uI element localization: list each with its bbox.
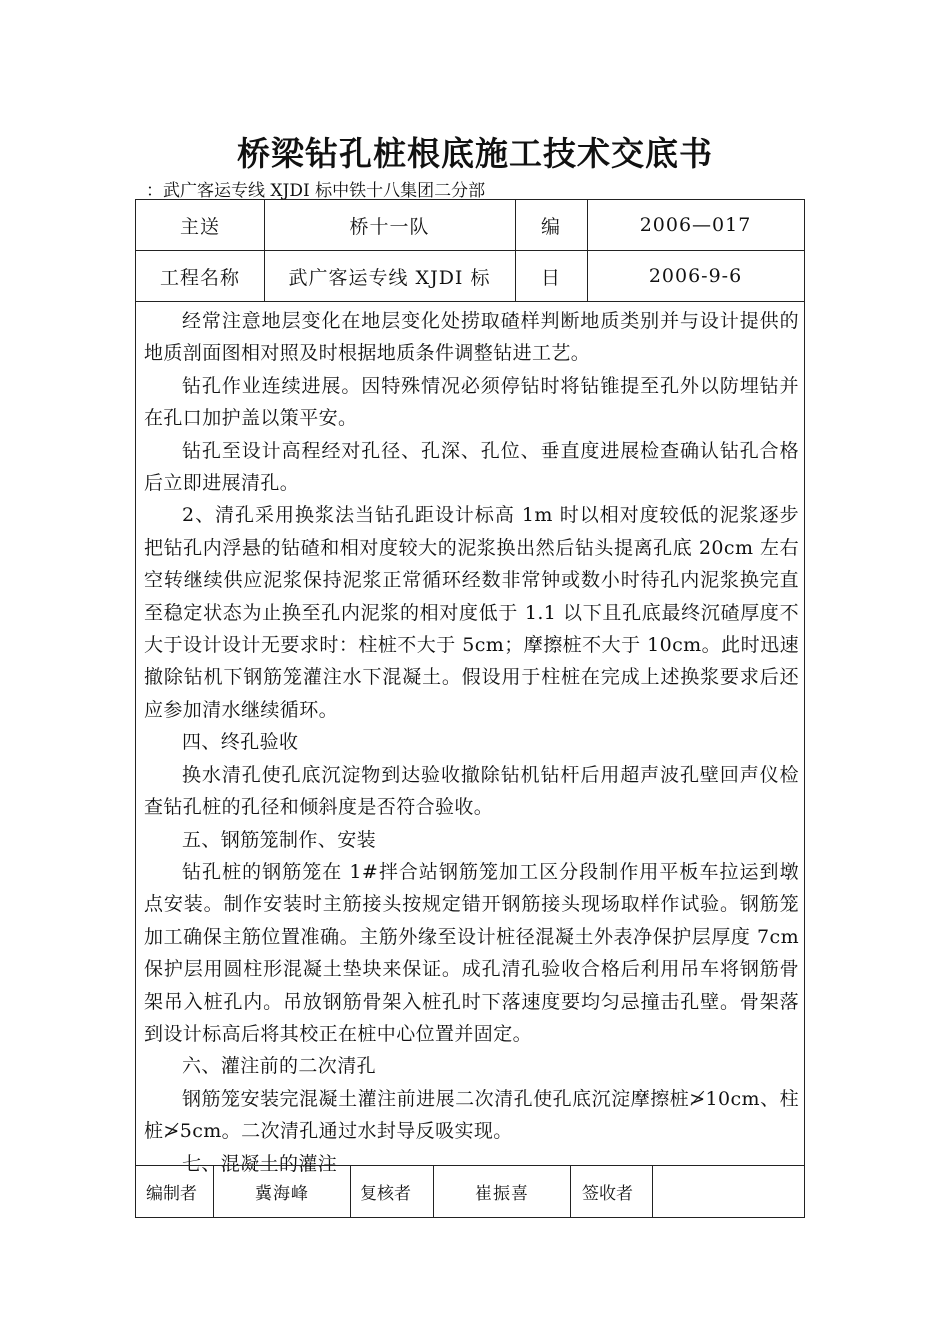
body-paragraph: 钻孔至设计高程经对孔径、孔深、孔位、垂直度进展检查确认钻孔合格后立即进展清孔。	[144, 439, 799, 495]
header-cell-recipient-label: 主送	[179, 215, 220, 238]
footer-receiver-label: 签收者	[582, 1184, 633, 1204]
header-cell-date-value: 2006-9-6	[648, 265, 743, 287]
footer-reviewer-label: 复核者	[360, 1184, 411, 1204]
disclosure-body	[144, 305, 799, 1180]
footer-receiver-name	[653, 1166, 804, 1217]
disclosure-table	[135, 199, 805, 1218]
document-subtitle: ：武广客运专线 XJDI 标中铁十八集团二分部	[146, 181, 486, 201]
body-paragraph: 经常注意地层变化在地层变化处捞取碴样判断地质类别并与设计提供的地质剖面图相对照及时根据地质条件调整钻进工艺。	[144, 310, 799, 365]
footer-reviewer-name: 崔振喜	[475, 1184, 529, 1204]
body-paragraph: 换水清孔使孔底沉淀物到达验收撤除钻机钻杆后用超声波孔壁回声仪检查钻孔桩的孔径和倾斜度是否符合验收。	[144, 763, 799, 819]
footer-editor-label: 编制者	[146, 1184, 197, 1204]
column-divider	[570, 1165, 571, 1217]
section-heading: 六、灌注前的二次清孔	[182, 1055, 377, 1078]
column-divider	[350, 1165, 351, 1217]
section-heading: 七、混凝土的灌注	[182, 1152, 338, 1175]
header-cell-project-value: 武广客运专线 XJDI 标	[288, 266, 491, 289]
body-paragraph: 钻孔作业连续进展。因特殊情况必须停钻时将钻锥提至孔外以防埋钻并在孔口加护盖以策平安。	[144, 374, 799, 430]
header-cell-recipient-value: 桥十一队	[349, 215, 430, 238]
document-title: 桥梁钻孔桩根底施工技术交底书	[237, 134, 713, 173]
header-cell-number-value: 2006—017	[639, 214, 752, 236]
body-paragraph: 钢筋笼安装完混凝土灌注前进展二次清孔使孔底沉淀摩擦桩≯10cm、柱桩≯5cm。二次清孔通过水封导反吸实现。	[144, 1087, 799, 1143]
footer-editor-name: 冀海峰	[255, 1184, 309, 1204]
row-divider	[136, 301, 804, 302]
header-cell-date-label: 日	[540, 266, 561, 289]
section-heading: 四、终孔验收	[182, 731, 299, 754]
body-paragraph: 2、清孔采用换浆法当钻孔距设计标高 1m 时以相对度较低的泥浆逐步把钻孔内浮悬的钻碴和相对度较大的泥浆换出然后钻头提离孔底 20cm 左右空转继续供应泥浆保持泥浆正常循环经数非常钟或数小时待孔内泥浆换完直至稳定状态为止换至孔内泥浆的相对度低于 1.1 以下且孔底最终沉碴厚度不大于设计设计无要求时：柱桩不大于 5cm；摩擦桩不大于 10cm。此时迅速撤除钻机下钢筋笼灌注水下混凝土。假设用于柱桩在完成上述换浆要求后还应参加清水继续循环。	[144, 504, 799, 721]
header-cell-number-label: 编	[540, 215, 561, 238]
section-heading: 五、钢筋笼制作、安装	[182, 828, 377, 851]
header-cell-project-label: 工程名称	[159, 266, 240, 289]
body-paragraph: 钻孔桩的钢筋笼在 1#拌合站钢筋笼加工区分段制作用平板车拉运到墩点安装。制作安装时主筋接头按规定错开钢筋接头现场取样作试验。钢筋笼加工确保主筋位置准确。主筋外缘至设计桩径混凝土外表净保护层厚度 7cm 保护层用圆柱形混凝土垫块来保证。成孔清孔验收合格后利用吊车将钢筋骨架吊入桩孔内。吊放钢筋骨架入桩孔时下落速度要均匀忌撞击孔壁。骨架落到设计标高后将其校正在桩中心位置并固定。	[144, 860, 799, 1045]
